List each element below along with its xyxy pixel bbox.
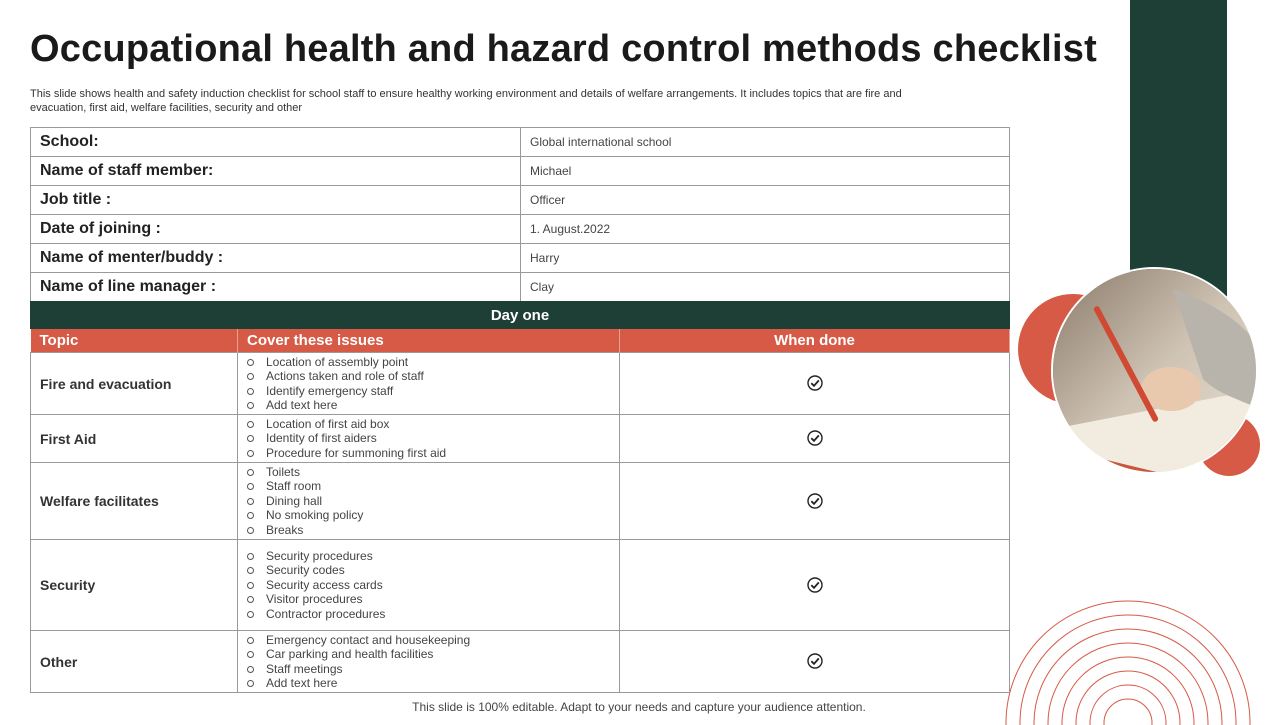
issues-cell (238, 415, 620, 463)
table-row (31, 186, 1010, 215)
page-subtitle: This slide shows health and safety induction checklist for school staff to ensure healthy working environment and details of welfare arrangements. It includes topics that are fire and evacuation, first aid, welfare facilities, security and other (30, 88, 902, 114)
info-label: Name of staff member: (31, 157, 521, 186)
check-circle-icon (807, 493, 823, 509)
info-value: 1. August.2022 (521, 215, 1010, 244)
list-item: Staff meetings (247, 662, 610, 676)
list-item: Add text here (247, 398, 610, 412)
info-label: Date of joining : (31, 215, 521, 244)
list-item: Location of assembly point (247, 355, 610, 369)
issues-list (247, 633, 610, 691)
list-item: Car parking and health facilities (247, 647, 610, 661)
check-circle-icon (807, 653, 823, 669)
info-label: Name of line manager : (31, 273, 521, 302)
table-row (31, 540, 1010, 631)
table-row (31, 273, 1010, 302)
issues-cell (238, 353, 620, 415)
table-header-row (31, 329, 1010, 353)
list-item: Contractor procedures (247, 607, 610, 621)
topic-name: Welfare facilitates (31, 463, 238, 540)
issues-cell (238, 540, 620, 631)
list-item: Identity of first aiders (247, 431, 610, 445)
list-item: No smoking policy (247, 508, 610, 522)
table-row (31, 415, 1010, 463)
info-value: Global international school (521, 128, 1010, 157)
done-cell (620, 415, 1010, 463)
list-item: Actions taken and role of staff (247, 369, 610, 383)
issues-list (247, 549, 610, 621)
list-item: Breaks (247, 523, 610, 537)
list-item: Staff room (247, 479, 610, 493)
list-item: Emergency contact and housekeeping (247, 633, 610, 647)
table-row (31, 128, 1010, 157)
list-item: Security access cards (247, 578, 610, 592)
done-cell (620, 540, 1010, 631)
info-label: Name of menter/buddy : (31, 244, 521, 273)
staff-info-table (30, 127, 1010, 302)
checklist-table (30, 329, 1010, 693)
header-issues: Cover these issues (238, 329, 620, 353)
list-item: Visitor procedures (247, 592, 610, 606)
list-item: Identify emergency staff (247, 384, 610, 398)
issues-list (247, 417, 610, 460)
info-label: School: (31, 128, 521, 157)
table-row (31, 215, 1010, 244)
check-circle-icon (807, 375, 823, 391)
info-value: Michael (521, 157, 1010, 186)
writing-hand-photo (1051, 267, 1258, 474)
table-row (31, 353, 1010, 415)
list-item: Procedure for summoning first aid (247, 446, 610, 460)
issues-list (247, 465, 610, 537)
issues-list (247, 355, 610, 413)
table-row (31, 244, 1010, 273)
topic-name: First Aid (31, 415, 238, 463)
table-row (31, 157, 1010, 186)
footer-note (0, 700, 1280, 714)
list-item: Dining hall (247, 494, 610, 508)
info-value: Harry (521, 244, 1010, 273)
table-row (31, 631, 1010, 693)
day-one-banner: Day one (30, 301, 1010, 329)
info-value: Clay (521, 273, 1010, 302)
topic-name: Fire and evacuation (31, 353, 238, 415)
list-item: Security codes (247, 563, 610, 577)
page-title: Occupational health and hazard control methods checklist (30, 28, 1097, 70)
list-item: Location of first aid box (247, 417, 610, 431)
done-cell (620, 631, 1010, 693)
issues-cell (238, 463, 620, 540)
topic-name: Security (31, 540, 238, 631)
topic-name: Other (31, 631, 238, 693)
issues-cell (238, 631, 620, 693)
list-item: Add text here (247, 676, 610, 690)
done-cell (620, 463, 1010, 540)
check-circle-icon (807, 430, 823, 446)
done-cell (620, 353, 1010, 415)
table-row (31, 463, 1010, 540)
header-topic: Topic (31, 329, 238, 353)
check-circle-icon (807, 577, 823, 593)
header-when-done: When done (620, 329, 1010, 353)
footer-text: This slide is 100% editable. Adapt to your needs and capture your audience attention. (412, 700, 866, 714)
list-item: Toilets (247, 465, 610, 479)
info-label: Job title : (31, 186, 521, 215)
list-item: Security procedures (247, 549, 610, 563)
info-value: Officer (521, 186, 1010, 215)
